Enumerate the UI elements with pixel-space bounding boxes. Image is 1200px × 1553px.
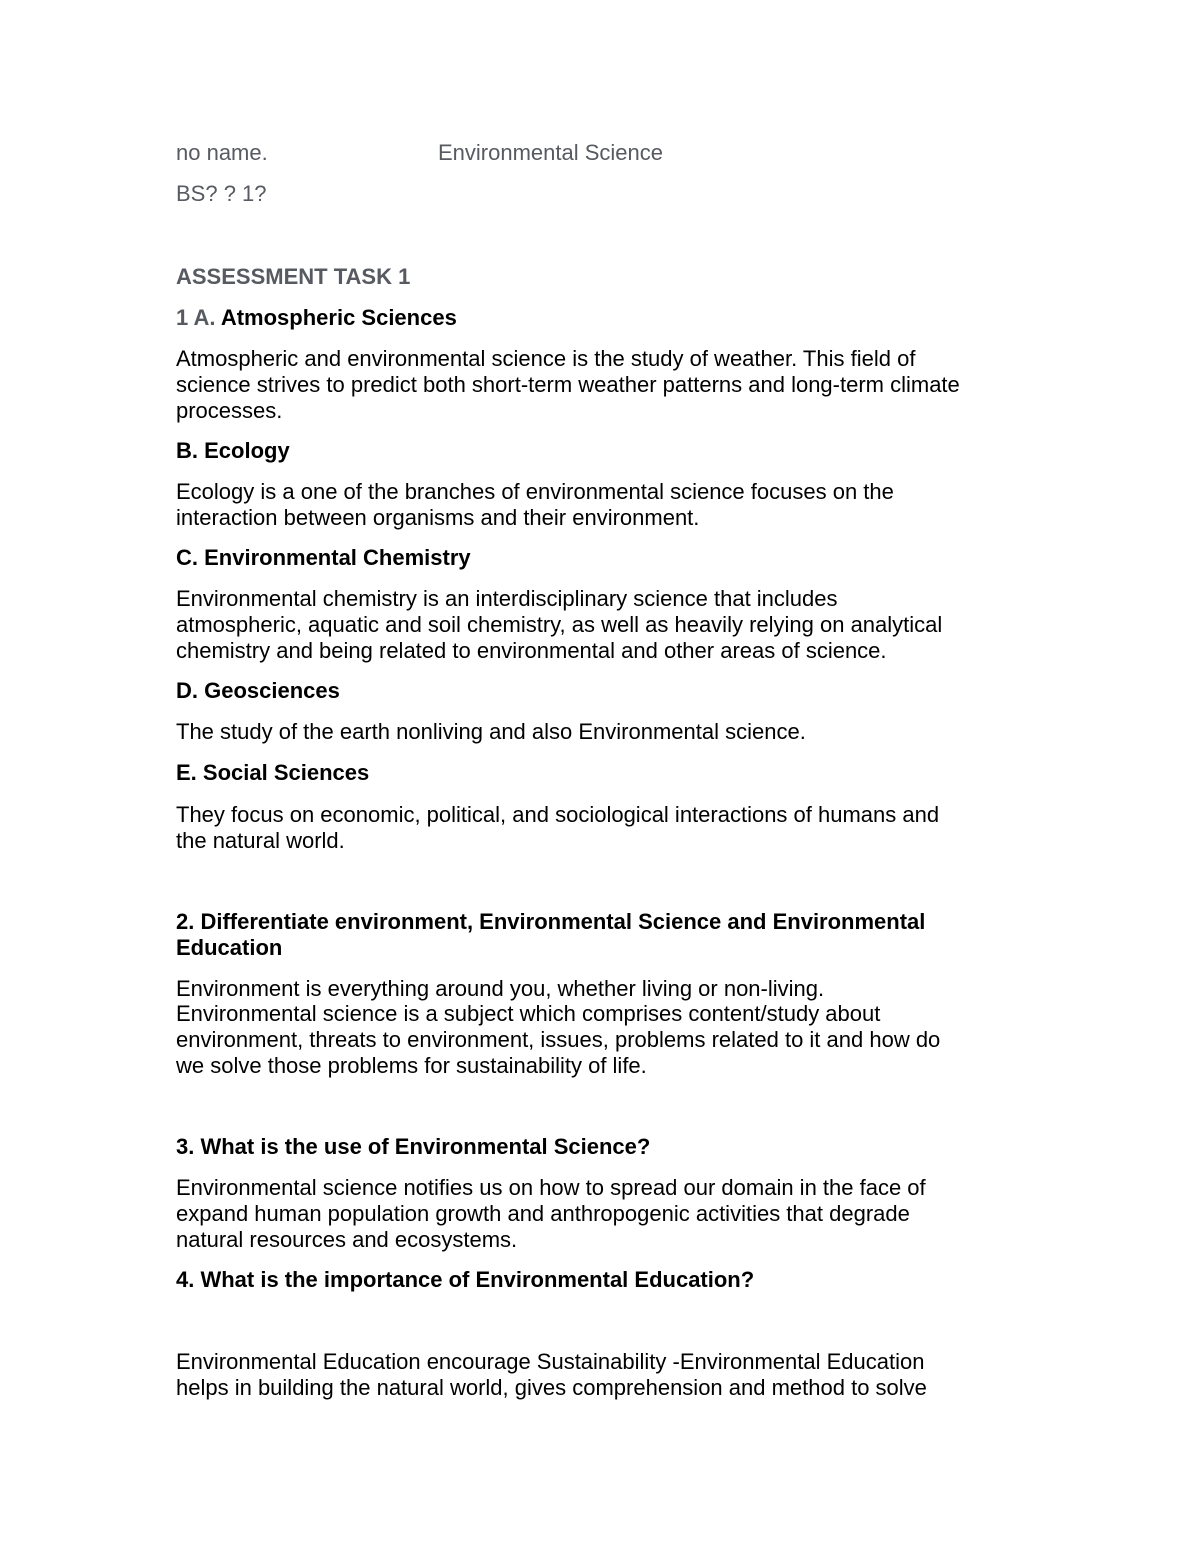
section-1a-heading: [176, 305, 457, 331]
section-c-line: Environmental chemistry is an interdisciplinary science that includes: [176, 586, 838, 611]
section-e-line: the natural world.: [176, 828, 345, 853]
question-3-line: natural resources and ecosystems.: [176, 1227, 518, 1252]
question-2-line: Environmental science is a subject which comprises content/study about: [176, 1001, 881, 1026]
student-name: no name.: [176, 140, 268, 165]
question-4-line: helps in building the natural world, gives comprehension and method to solve: [176, 1375, 927, 1400]
section-e-line: They focus on economic, political, and sociological interactions of humans and: [176, 802, 940, 827]
section-1a-number: 1 A.: [176, 305, 216, 330]
question-3-line: Environmental science notifies us on how to spread our domain in the face of: [176, 1175, 926, 1200]
section-b-heading: B. Ecology: [176, 438, 290, 463]
section-c-line: chemistry and being related to environmental and other areas of science.: [176, 638, 887, 663]
question-3-heading: 3. What is the use of Environmental Science?: [176, 1134, 651, 1159]
question-3-line: expand human population growth and anthropogenic activities that degrade: [176, 1201, 910, 1226]
question-4-line: Environmental Education encourage Sustainability -Environmental Education: [176, 1349, 925, 1374]
program-label: BS? ? 1?: [176, 181, 267, 206]
section-b-line: interaction between organisms and their environment.: [176, 505, 700, 530]
question-2-heading: Education: [176, 935, 283, 960]
section-b-line: Ecology is a one of the branches of environmental science focuses on the: [176, 479, 894, 504]
document-page: [176, 0, 1036, 1553]
section-e-heading: E. Social Sciences: [176, 760, 370, 785]
question-2-heading: 2. Differentiate environment, Environmental Science and Environmental: [176, 909, 926, 934]
question-2-line: environment, threats to environment, issues, problems related to it and how do: [176, 1027, 941, 1052]
section-1a-title: Atmospheric Sciences: [220, 305, 457, 330]
course-title: Environmental Science: [438, 140, 664, 165]
section-1a-line: science strives to predict both short-term weather patterns and long-term climate: [176, 372, 960, 397]
question-4-heading: 4. What is the importance of Environmental Education?: [176, 1267, 755, 1292]
section-1a-line: processes.: [176, 398, 283, 423]
section-d-line: The study of the earth nonliving and also Environmental science.: [176, 719, 806, 744]
section-1a-line: Atmospheric and environmental science is the study of weather. This field of: [176, 346, 916, 371]
assessment-title: ASSESSMENT TASK 1: [176, 264, 411, 289]
question-2-line: Environment is everything around you, whether living or non-living.: [176, 976, 825, 1001]
section-c-line: atmospheric, aquatic and soil chemistry, as well as heavily relying on analytical: [176, 612, 943, 637]
section-c-heading: C. Environmental Chemistry: [176, 545, 471, 570]
section-d-heading: D. Geosciences: [176, 678, 340, 703]
question-2-line: we solve those problems for sustainability of life.: [176, 1053, 647, 1078]
